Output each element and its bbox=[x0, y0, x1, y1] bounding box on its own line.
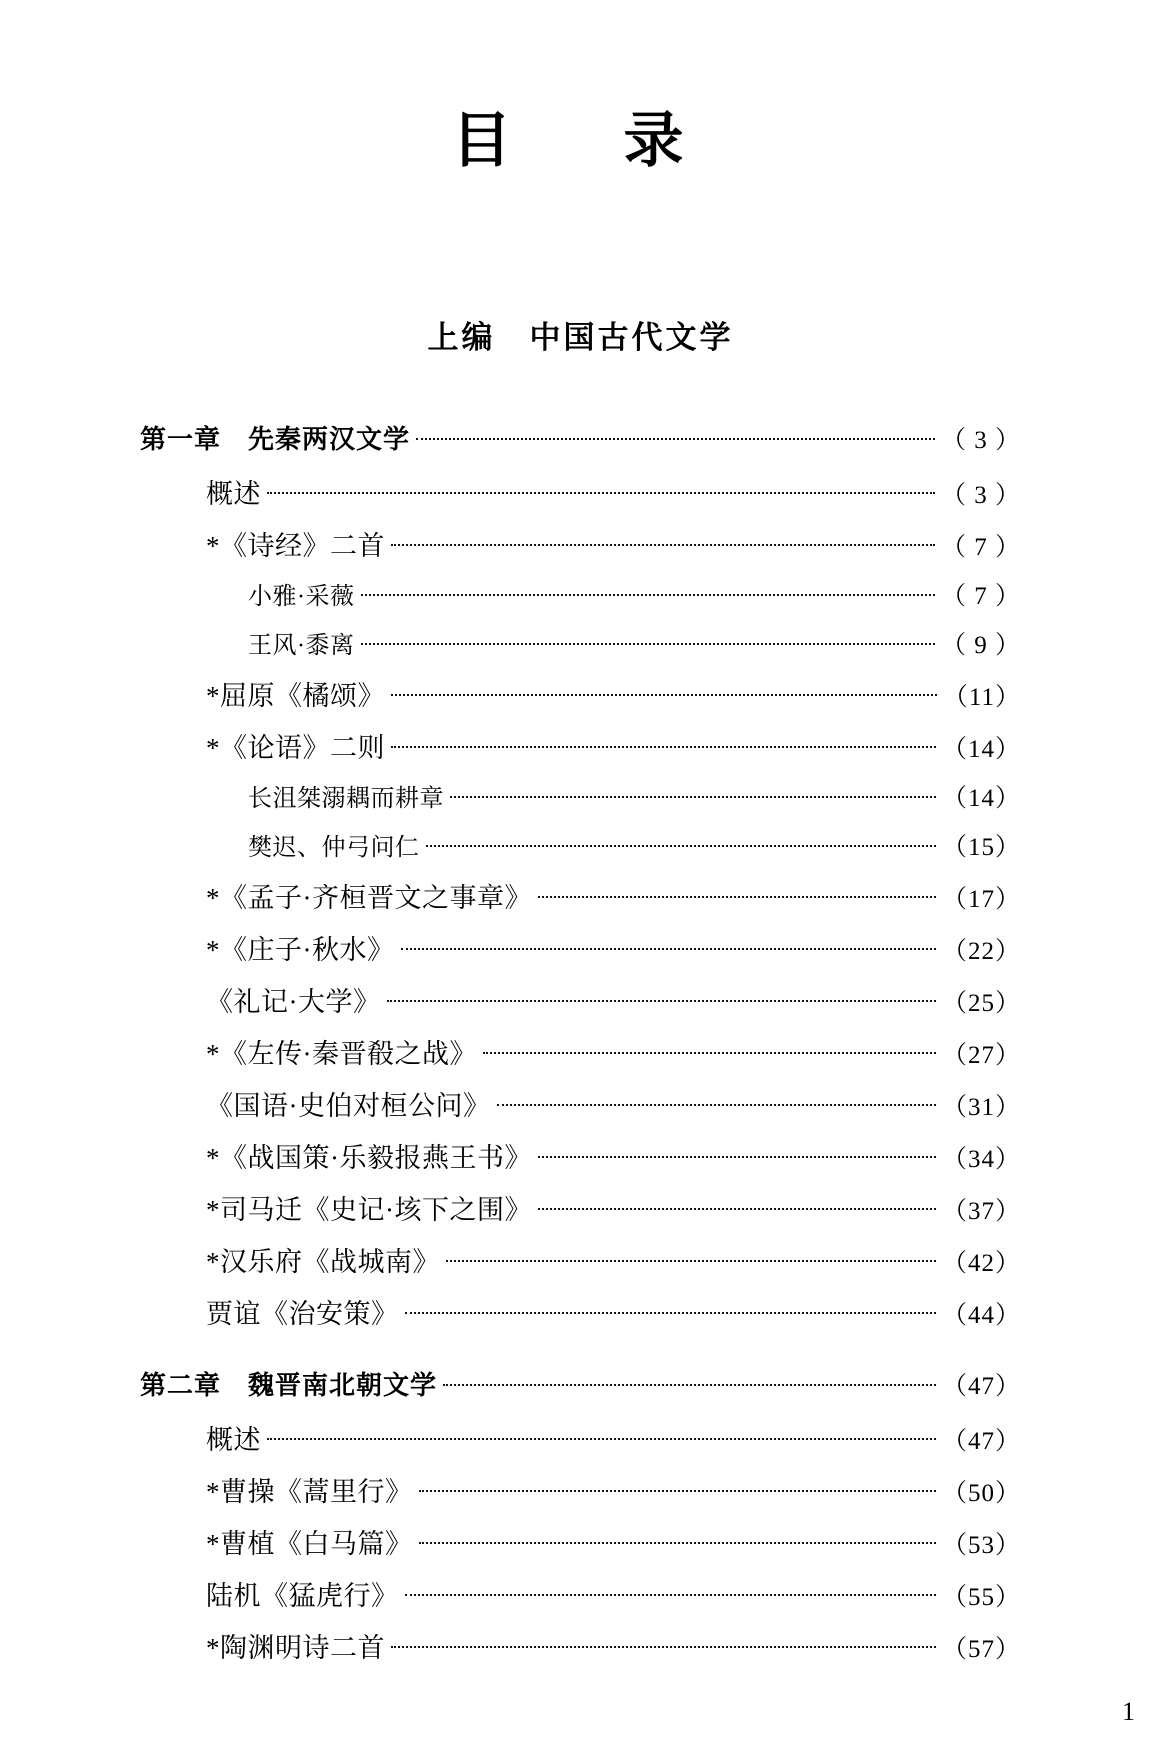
toc-list bbox=[140, 419, 1021, 1665]
toc-entry-label: *屈原《橘颂》 bbox=[206, 681, 385, 711]
toc-entry-label: 樊迟、仲弓问仁 bbox=[248, 835, 420, 861]
toc-entry-page: （ 7 ） bbox=[940, 583, 1021, 610]
toc-leader-dots bbox=[391, 678, 937, 705]
toc-entry-label: 王风·黍离 bbox=[248, 633, 355, 659]
toc-entry-page: （50） bbox=[941, 1480, 1021, 1507]
toc-entry-label: *汉乐府《战城南》 bbox=[206, 1247, 440, 1277]
toc-entry-label: *曹操《蒿里行》 bbox=[206, 1477, 413, 1507]
toc-entry[interactable] bbox=[140, 674, 1021, 713]
toc-entry-label: 概述 bbox=[206, 1425, 261, 1455]
toc-entry-label: 概述 bbox=[206, 479, 261, 509]
toc-leader-dots bbox=[401, 932, 936, 959]
toc-entry[interactable] bbox=[140, 1292, 1021, 1331]
toc-entry-label: *《孟子·齐桓晋文之事章》 bbox=[206, 883, 532, 913]
toc-entry[interactable] bbox=[140, 1084, 1021, 1123]
toc-entry[interactable] bbox=[140, 1240, 1021, 1279]
toc-entry-page: （47） bbox=[941, 1428, 1021, 1455]
toc-entry[interactable] bbox=[140, 980, 1021, 1019]
toc-entry[interactable] bbox=[140, 726, 1021, 765]
toc-entry-page: （25） bbox=[941, 990, 1021, 1017]
page-number: 1 bbox=[1122, 1697, 1135, 1726]
toc-entry-label: 第一章 先秦两汉文学 bbox=[140, 425, 411, 455]
toc-entry-label: 小雅·采薇 bbox=[248, 584, 355, 610]
toc-entry-label: *《战国策·乐毅报燕王书》 bbox=[206, 1143, 532, 1173]
toc-entry-page: （31） bbox=[941, 1094, 1021, 1121]
toc-entry-label: 第二章 魏晋南北朝文学 bbox=[140, 1371, 438, 1401]
toc-leader-dots bbox=[387, 984, 936, 1011]
toc-entry[interactable] bbox=[140, 1188, 1021, 1227]
toc-leader-dots bbox=[419, 1526, 936, 1553]
toc-leader-dots bbox=[446, 1244, 936, 1271]
toc-entry-page: （47） bbox=[941, 1373, 1021, 1400]
toc-entry[interactable] bbox=[140, 1136, 1021, 1175]
toc-entry-page: （27） bbox=[941, 1042, 1021, 1069]
toc-entry-page: （ 7 ） bbox=[940, 534, 1021, 561]
toc-entry-label: *《诗经》二首 bbox=[206, 531, 385, 561]
toc-leader-dots bbox=[538, 1192, 936, 1219]
toc-entry-page: （11） bbox=[942, 684, 1021, 711]
toc-leader-dots bbox=[361, 629, 935, 653]
toc-entry[interactable] bbox=[140, 1365, 1021, 1402]
toc-entry-label: *司马迁《史记·垓下之围》 bbox=[206, 1195, 532, 1225]
toc-entry[interactable] bbox=[140, 778, 1021, 814]
toc-leader-dots bbox=[443, 1368, 936, 1394]
toc-entry-page: （44） bbox=[941, 1302, 1021, 1329]
toc-leader-dots bbox=[426, 831, 936, 855]
toc-entry[interactable] bbox=[140, 1470, 1021, 1509]
toc-leader-dots bbox=[419, 1474, 936, 1501]
toc-entry[interactable] bbox=[140, 1522, 1021, 1561]
toc-entry-page: （ 3 ） bbox=[940, 427, 1021, 454]
toc-entry[interactable] bbox=[140, 1032, 1021, 1071]
toc-entry[interactable] bbox=[140, 876, 1021, 915]
toc-leader-dots bbox=[267, 476, 935, 503]
toc-entry-page: （34） bbox=[941, 1146, 1021, 1173]
toc-entry[interactable] bbox=[140, 827, 1021, 863]
toc-entry-label: 陆机《猛虎行》 bbox=[206, 1581, 399, 1611]
toc-entry[interactable] bbox=[140, 1574, 1021, 1613]
toc-entry-page: （14） bbox=[941, 785, 1021, 812]
toc-entry-label: 贾谊《治安策》 bbox=[206, 1299, 399, 1329]
toc-leader-dots bbox=[405, 1296, 936, 1323]
toc-entry-label: 《国语·史伯对桓公问》 bbox=[206, 1091, 491, 1121]
toc-leader-dots bbox=[450, 782, 936, 806]
toc-entry-page: （ 3 ） bbox=[940, 482, 1021, 509]
toc-entry-page: （53） bbox=[941, 1532, 1021, 1559]
page-title: 目 录 bbox=[451, 106, 710, 176]
toc-entry-label: *《左传·秦晋殽之战》 bbox=[206, 1039, 477, 1069]
toc-leader-dots bbox=[538, 1140, 936, 1167]
toc-entry-page: （37） bbox=[941, 1198, 1021, 1225]
toc-entry[interactable] bbox=[140, 928, 1021, 967]
toc-entry[interactable] bbox=[140, 1418, 1021, 1457]
toc-leader-dots bbox=[405, 1578, 936, 1605]
toc-leader-dots bbox=[391, 528, 935, 555]
toc-entry-label: *曹植《白马篇》 bbox=[206, 1529, 413, 1559]
toc-entry-page: （15） bbox=[941, 834, 1021, 861]
toc-entry-page: （17） bbox=[941, 886, 1021, 913]
toc-entry-label: 长沮桀溺耦而耕章 bbox=[248, 786, 444, 812]
toc-leader-dots bbox=[361, 580, 935, 604]
toc-leader-dots bbox=[267, 1422, 936, 1449]
toc-entry-label: *陶渊明诗二首 bbox=[206, 1633, 385, 1663]
toc-entry-page: （42） bbox=[941, 1250, 1021, 1277]
toc-entry-label: *《庄子·秋水》 bbox=[206, 935, 395, 965]
toc-entry[interactable] bbox=[140, 524, 1021, 563]
toc-leader-dots bbox=[497, 1088, 936, 1115]
part-title: 上编 中国古代文学 bbox=[427, 320, 734, 356]
toc-entry[interactable] bbox=[140, 576, 1021, 612]
toc-leader-dots bbox=[391, 730, 936, 757]
toc-entry-page: （ 9 ） bbox=[940, 632, 1021, 659]
toc-entry-label: *《论语》二则 bbox=[206, 733, 385, 763]
toc-entry-page: （57） bbox=[941, 1636, 1021, 1663]
toc-entry-page: （55） bbox=[941, 1584, 1021, 1611]
toc-entry-page: （14） bbox=[941, 736, 1021, 763]
toc-entry[interactable] bbox=[140, 472, 1021, 511]
toc-leader-dots bbox=[416, 422, 935, 448]
toc-leader-dots bbox=[483, 1036, 936, 1063]
toc-entry[interactable] bbox=[140, 625, 1021, 661]
toc-entry-page: （22） bbox=[941, 938, 1021, 965]
toc-entry[interactable] bbox=[140, 419, 1021, 456]
toc-entry[interactable] bbox=[140, 1626, 1021, 1665]
toc-leader-dots bbox=[391, 1630, 936, 1657]
toc-leader-dots bbox=[538, 880, 936, 907]
toc-entry-label: 《礼记·大学》 bbox=[206, 987, 381, 1017]
